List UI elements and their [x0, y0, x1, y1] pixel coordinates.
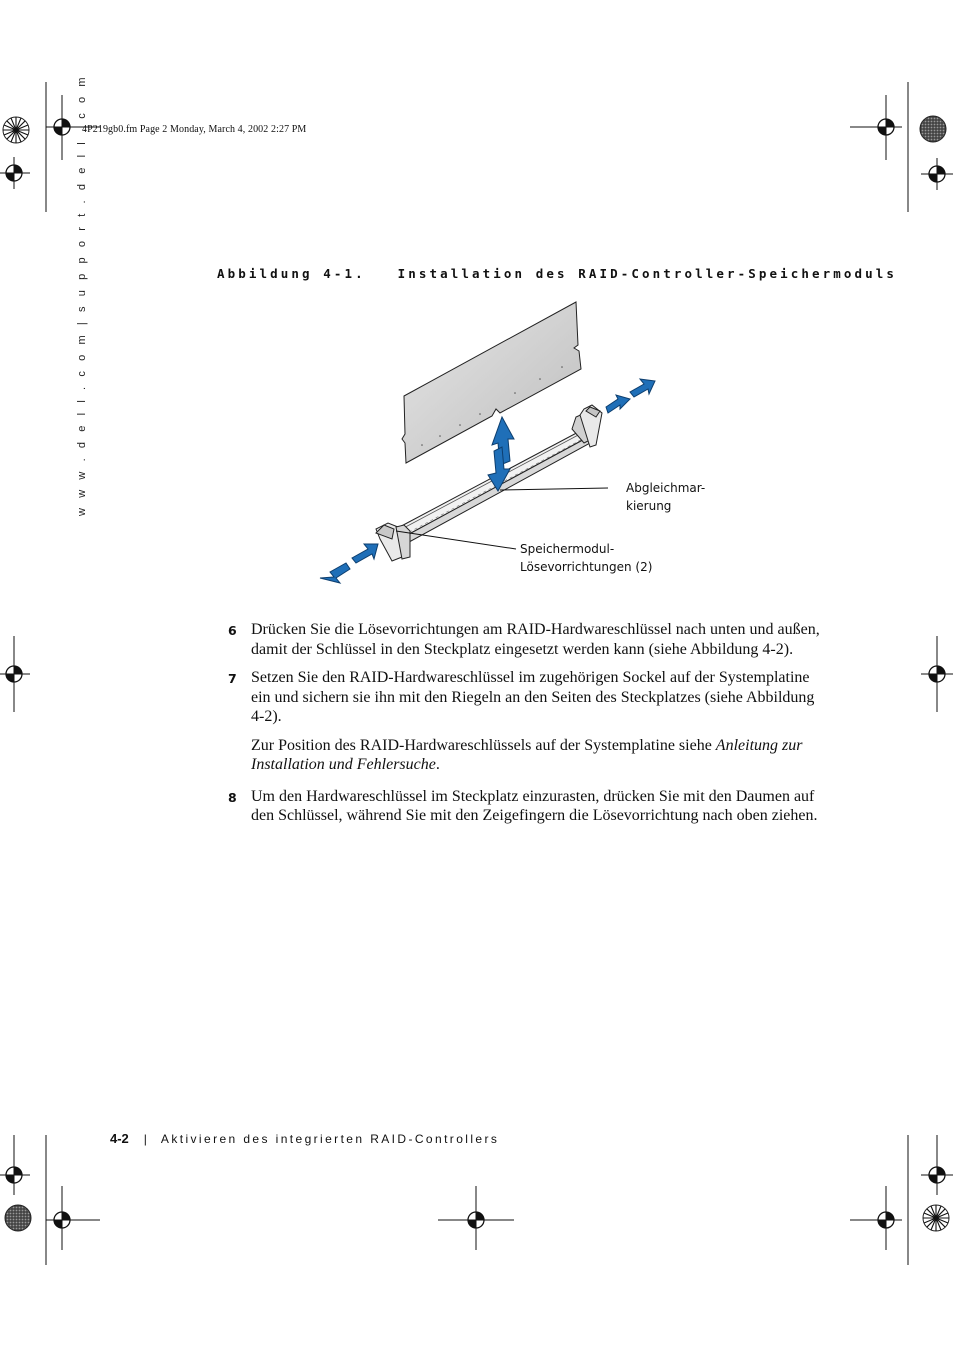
chapter-title: Aktivieren des integrierten RAID-Controllers — [160, 1132, 500, 1146]
callout-release-line2: Lösevorrichtungen (2) — [520, 560, 653, 574]
latch-arrow-right — [606, 379, 655, 413]
step-8 — [228, 787, 828, 826]
page-number: 4-2 — [110, 1131, 129, 1146]
step-number: 7 — [228, 671, 237, 686]
leader-release — [396, 531, 516, 549]
callout-release-line1: Speichermodul- — [520, 542, 615, 556]
note-reference: Anleitung zur Installation und Fehlersuche — [251, 736, 803, 773]
step-text: Setzen Sie den RAID-Hardwareschlüssel im zugehörigen Sockel auf der Systemplatine ein und sichern sie ihn mit den Riegeln an den Seiten des Steckplatzes (siehe Abbildung 4-2). — [251, 669, 815, 725]
footer-separator: | — [143, 1132, 147, 1146]
callout-alignment-line2: kierung — [626, 499, 672, 513]
step-text: Um den Hardwareschlüssel im Steckplatz einzurasten, drücken Sie mit den Daumen auf den Schlüssel, während Sie mit den Zeigefingern die Lösevorrichtung nach oben ziehen. — [251, 787, 818, 824]
step-text: Drücken Sie die Lösevorrichtungen am RAID-Hardwareschlüssel nach unten und außen, damit der Schlüssel in den Steckplatz eingesetzt werden kann (siehe Abbildung 4-2). — [251, 621, 820, 658]
figure-illustration — [300, 295, 680, 595]
note-text: Zur Position des RAID-Hardwareschlüssels auf der Systemplatine siehe — [251, 736, 716, 754]
release-latch-left — [376, 523, 410, 561]
instruction-steps — [228, 620, 828, 835]
step-number: 8 — [228, 789, 237, 805]
step-6 — [228, 620, 828, 659]
note-end: . — [435, 756, 440, 773]
page-footer — [110, 1131, 499, 1146]
step-7-note — [228, 736, 828, 775]
step-number: 6 — [228, 623, 237, 638]
step-7 — [228, 668, 828, 727]
latch-arrow-left — [320, 544, 378, 583]
file-slug: 4P219gb0.fm Page 2 Monday, March 4, 2002 2:27 PM — [82, 124, 307, 135]
sidebar-url: w w w . d e l l . c o m | s u p p o r t . d e l l . c o m — [76, 73, 88, 516]
figure-caption: Abbildung 4-1. Installation des RAID-Controller-Speichermoduls — [217, 266, 898, 281]
leader-alignment — [500, 488, 608, 490]
memory-module — [402, 302, 581, 463]
callout-alignment-line1: Abgleichmar- — [626, 481, 706, 495]
